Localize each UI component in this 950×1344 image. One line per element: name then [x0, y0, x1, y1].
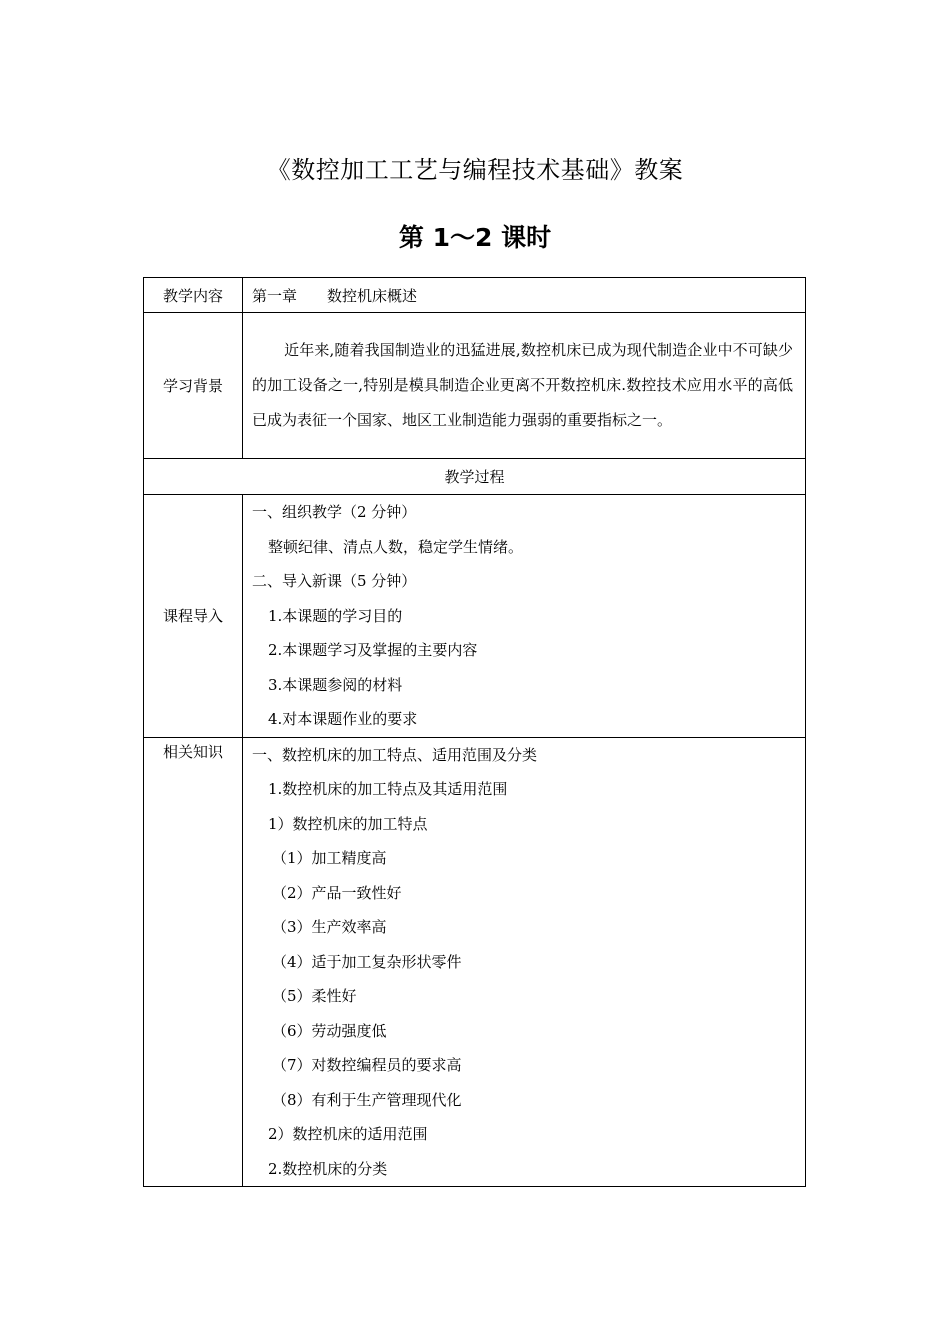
knowledge-line: 1.数控机床的加工特点及其适用范围 [268, 780, 508, 798]
learning-background-cell [243, 313, 806, 459]
lesson-period: 第 1～2 课时 [398, 223, 552, 252]
lesson-plan-table [143, 277, 806, 1187]
knowledge-line: 2.数控机床的分类 [268, 1159, 388, 1178]
knowledge-line: 2）数控机床的适用范围 [268, 1125, 428, 1143]
course-intro-cell [243, 495, 806, 738]
table-row-knowledge [144, 737, 806, 1187]
knowledge-line: （2）产品一致性好 [272, 883, 402, 902]
teaching-content-value: 第一章 数控机床概述 [243, 278, 806, 313]
table-row-content [144, 278, 806, 313]
intro-line: 整顿纪律、清点人数，稳定学生情绪。 [268, 537, 524, 556]
table-row-intro [144, 495, 806, 738]
knowledge-line: （7）对数控编程员的要求高 [272, 1056, 462, 1074]
intro-line: 1.本课题的学习目的 [268, 606, 403, 625]
knowledge-line: 1）数控机床的加工特点 [268, 814, 428, 833]
knowledge-line: （3）生产效率高 [272, 918, 387, 936]
knowledge-line: （4）适于加工复杂形状零件 [272, 952, 462, 971]
intro-line: 4.对本课题作业的要求 [268, 710, 418, 728]
learning-background-paragraph [252, 332, 793, 439]
knowledge-line: 一、数控机床的加工特点、适用范围及分类 [252, 745, 538, 764]
document-title: 《数控加工工艺与编程技术基础》教案 [266, 156, 684, 184]
knowledge-line: （8）有利于生产管理现代化 [272, 1090, 462, 1109]
table-row-background [144, 313, 806, 459]
intro-line: 二、导入新课（5 分钟） [252, 572, 417, 590]
knowledge-line: （6）劳动强度低 [272, 1021, 387, 1040]
knowledge-line: （5）柔性好 [272, 987, 357, 1005]
related-knowledge-cell [243, 737, 806, 1187]
intro-line: 3.本课题参阅的材料 [268, 675, 403, 694]
intro-line: 2.本课题学习及掌握的主要内容 [268, 641, 478, 659]
teaching-process-header: 教学过程 [144, 459, 806, 495]
label-related-knowledge: 相关知识 [144, 737, 243, 1187]
table-row-process-header [144, 459, 806, 495]
label-course-intro: 课程导入 [144, 495, 243, 738]
knowledge-line: （1）加工精度高 [272, 849, 387, 867]
learning-background-text: 近年来,随着我国制造业的迅猛进展,数控机床已成为现代制造企业中不可缺少的加工设备之一,特别是模具制造企业更离不开数控机床.数控技术应用水平的高低已成为表征一个国家、地区工业制造能力强弱的重要指标之一。 [252, 341, 793, 429]
intro-line: 一、组织教学（2 分钟） [252, 503, 417, 521]
label-learning-background: 学习背景 [144, 313, 243, 459]
label-teaching-content: 教学内容 [144, 278, 243, 313]
